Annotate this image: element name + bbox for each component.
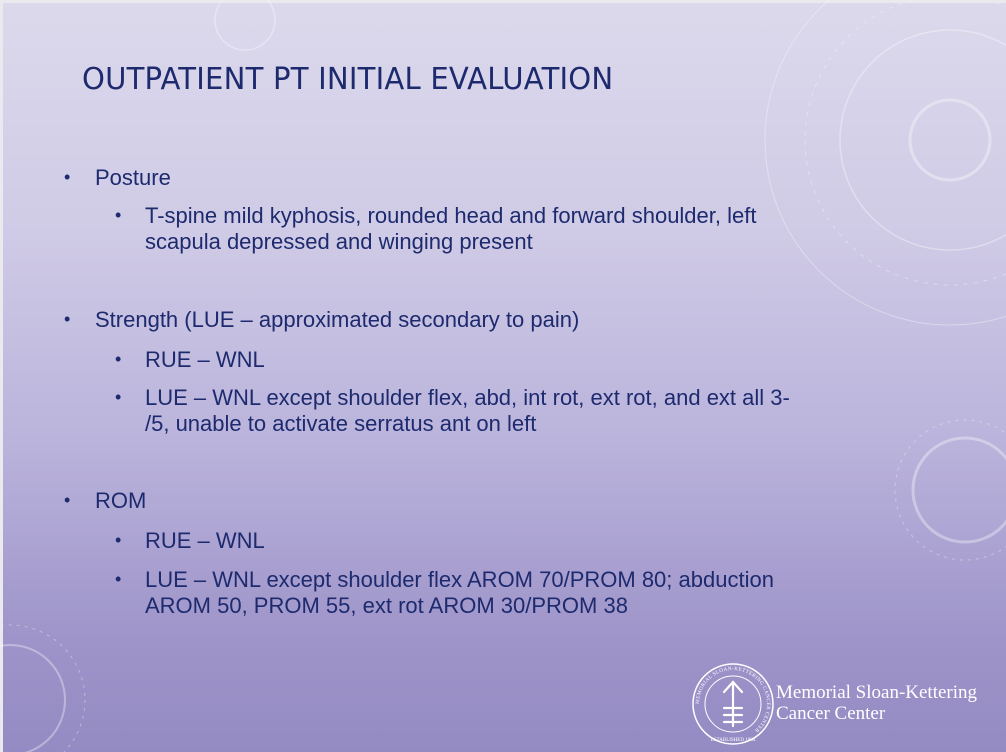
sub-bullet-posture-line1: T-spine mild kyphosis, rounded head and forward shoulder, left — [145, 203, 757, 228]
sub-bullet-dot: • — [115, 569, 122, 589]
sub-bullet-posture-line2: scapula depressed and winging present — [145, 229, 533, 254]
bullet-dot: • — [64, 309, 71, 329]
logo-line2: Cancer Center — [776, 703, 886, 724]
sub-bullet-dot: • — [115, 205, 122, 225]
bullet-posture: Posture — [95, 165, 171, 190]
bullet-rom: ROM — [95, 488, 147, 513]
logo-wordmark — [776, 682, 977, 724]
bullet-strength: Strength (LUE – approximated secondary to pain) — [95, 307, 580, 332]
sub-bullet-strength-lue-line1: LUE – WNL except shoulder flex, abd, int rot, ext rot, and ext all 3- — [145, 385, 790, 410]
seal-text-top: MEMORIAL SLOAN-KETTERING CANCER CENTER — [694, 665, 772, 734]
bullet-dot: • — [64, 167, 71, 187]
sub-bullet-strength-lue-line2: /5, unable to activate serratus ant on left — [145, 411, 537, 436]
bullet-dot: • — [64, 490, 71, 510]
logo-line1: Memorial Sloan-Kettering — [776, 682, 978, 703]
seal-text-bottom: ESTABLISHED 1884 — [710, 738, 756, 743]
sub-bullet-rom-lue-line2: AROM 50, PROM 55, ext rot AROM 30/PROM 38 — [145, 593, 628, 618]
sub-bullet-strength-rue: RUE – WNL — [145, 347, 265, 372]
sub-bullet-dot: • — [115, 387, 122, 407]
sub-bullet-dot: • — [115, 349, 122, 369]
sub-bullet-rom-rue: RUE – WNL — [145, 528, 265, 553]
slide-title: OUTPATIENT PT INITIAL EVALUATION — [82, 62, 614, 97]
sub-bullet-dot: • — [115, 530, 122, 550]
seal-icon — [690, 660, 776, 748]
mskcc-logo — [690, 660, 990, 748]
sub-bullet-rom-lue-line1: LUE – WNL except shoulder flex AROM 70/PROM 80; abduction — [145, 567, 774, 592]
